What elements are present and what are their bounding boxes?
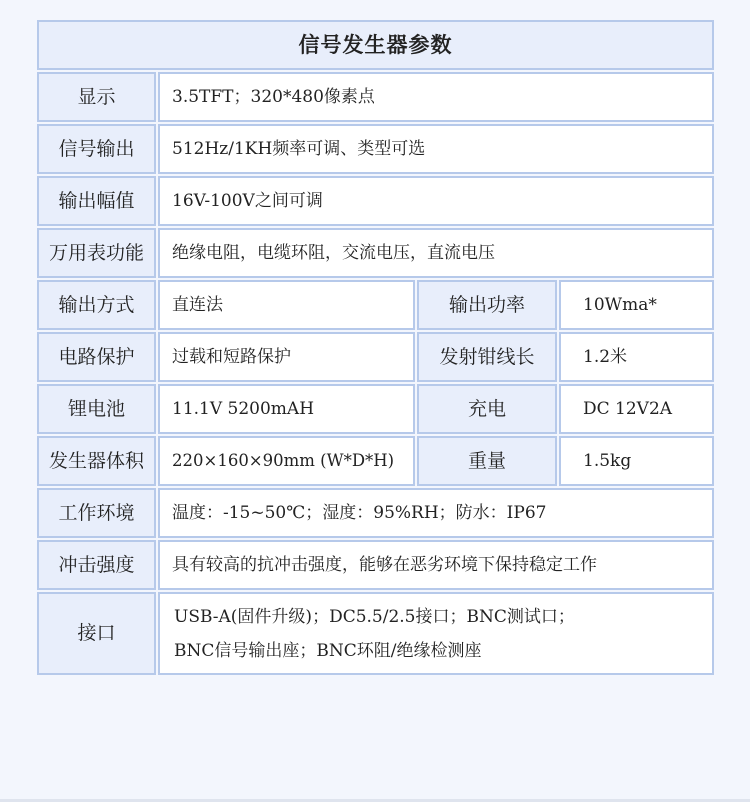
label-display: 显示 <box>37 72 156 122</box>
value-interface <box>158 592 714 675</box>
label-output-amplitude: 输出幅值 <box>37 176 156 226</box>
label-charging: 充电 <box>417 384 557 434</box>
label-clamp-length: 发射钳线长 <box>417 332 557 382</box>
value-multimeter: 绝缘电阻，电缆环阻，交流电压，直流电压 <box>158 228 714 278</box>
value-battery: 11.1V 5200mAH <box>158 384 415 434</box>
value-weight: 1.5kg <box>559 436 714 486</box>
value-output-mode: 直连法 <box>158 280 415 330</box>
value-circuit-protection: 过载和短路保护 <box>158 332 415 382</box>
value-clamp-length: 1.2米 <box>559 332 714 382</box>
label-output-power: 输出功率 <box>417 280 557 330</box>
value-display: 3.5TFT；320*480像素点 <box>158 72 714 122</box>
label-interface: 接口 <box>37 592 156 675</box>
label-impact: 冲击强度 <box>37 540 156 590</box>
value-charging: DC 12V2A <box>559 384 714 434</box>
value-volume: 220×160×90mm (W*D*H) <box>158 436 415 486</box>
value-signal-output: 512Hz/1KH频率可调、类型可选 <box>158 124 714 174</box>
value-output-power: 10Wma* <box>559 280 714 330</box>
value-environment: 温度：-15~50℃；湿度：95%RH；防水：IP67 <box>158 488 714 538</box>
label-volume: 发生器体积 <box>37 436 156 486</box>
table-title: 信号发生器参数 <box>37 20 714 70</box>
value-impact: 具有较高的抗冲击强度，能够在恶劣环境下保持稳定工作 <box>158 540 714 590</box>
interface-line-1: USB-A(固件升级)；DC5.5/2.5接口；BNC测试口； <box>174 606 575 627</box>
label-signal-output: 信号输出 <box>37 124 156 174</box>
label-environment: 工作环境 <box>37 488 156 538</box>
label-multimeter: 万用表功能 <box>37 228 156 278</box>
label-output-mode: 输出方式 <box>37 280 156 330</box>
label-battery: 锂电池 <box>37 384 156 434</box>
label-weight: 重量 <box>417 436 557 486</box>
label-circuit-protection: 电路保护 <box>37 332 156 382</box>
interface-line-2: BNC信号输出座；BNC环阻/绝缘检测座 <box>174 640 482 661</box>
value-output-amplitude: 16V-100V之间可调 <box>158 176 714 226</box>
